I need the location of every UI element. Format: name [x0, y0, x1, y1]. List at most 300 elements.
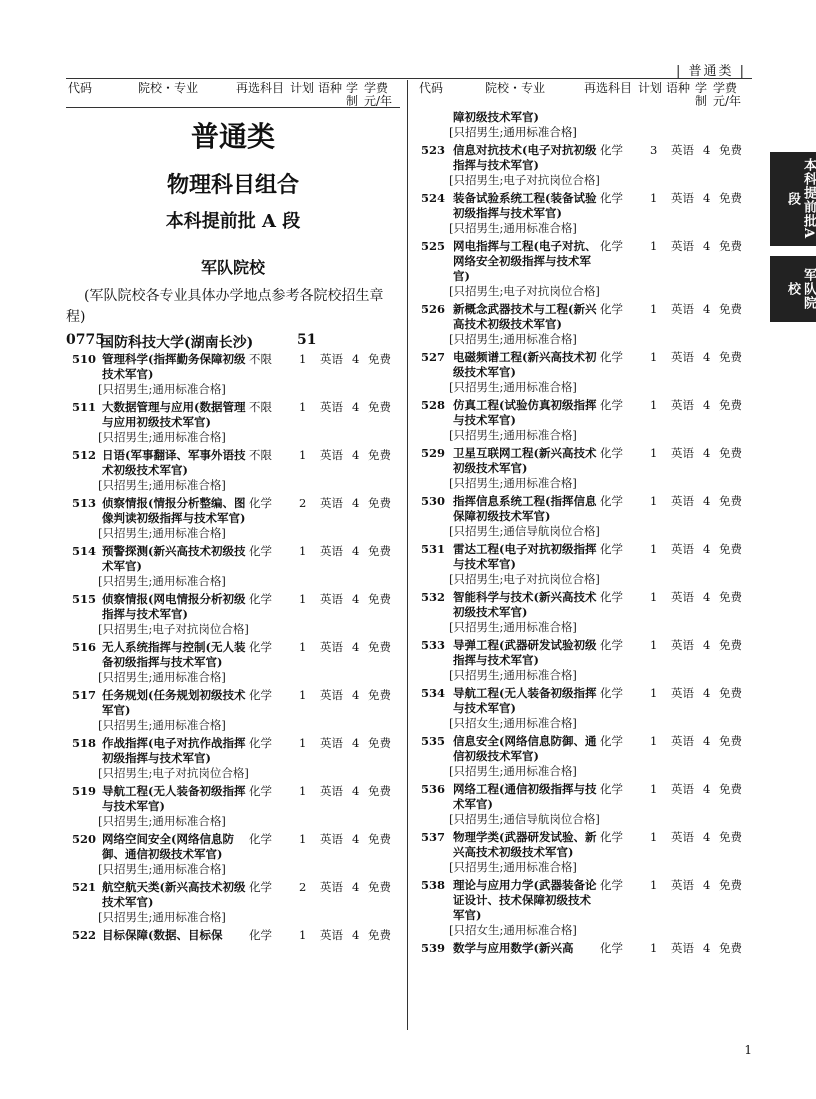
major-entry: [66, 832, 400, 877]
major-requirement: [只招男生;通信导航岗位合格]: [449, 524, 600, 538]
major-plan: 1: [650, 350, 658, 364]
major-plan: 1: [650, 941, 658, 955]
major-subject: 化学: [600, 686, 623, 700]
major-name: 导弹工程(武器研发试验初级指挥与技术军官): [453, 638, 597, 667]
major-entry: [417, 143, 752, 188]
major-entry: [417, 590, 752, 635]
major-code: 513: [72, 496, 97, 510]
continued-major-name: 障初级技术军官): [453, 110, 539, 124]
major-name: 管理科学(指挥勤务保障初级技术军官): [102, 352, 246, 381]
side-tab-batch: 本科提前批A段: [770, 152, 816, 246]
major-entry: [417, 446, 752, 491]
major-subject: 化学: [600, 143, 623, 157]
major-language: 英语: [671, 542, 694, 556]
major-name: 目标保障(数据、目标保: [102, 928, 223, 942]
major-entry: [417, 878, 752, 938]
major-code: 536: [421, 782, 446, 796]
major-fee: 免费: [719, 878, 742, 892]
major-requirement: [只招男生;通信导航岗位合格]: [449, 812, 600, 826]
major-subject: 化学: [249, 784, 272, 798]
major-plan: 2: [299, 496, 307, 510]
major-language: 英语: [671, 350, 694, 364]
major-language: 英语: [671, 239, 694, 253]
major-language: 英语: [320, 448, 343, 462]
major-plan: 1: [650, 494, 658, 508]
major-name: 任务规划(任务规划初级技术军官): [102, 688, 246, 717]
major-code: 535: [421, 734, 446, 748]
major-code: 531: [421, 542, 446, 556]
major-name: 信息安全(网络信息防御、通信初级技术军官): [453, 734, 597, 763]
major-fee: 免费: [368, 496, 391, 510]
major-plan: 1: [650, 638, 658, 652]
major-subject: 化学: [600, 350, 623, 364]
major-entry: [66, 496, 400, 541]
major-requirement: [只招男生;电子对抗岗位合格]: [98, 622, 249, 636]
major-subject: 化学: [600, 830, 623, 844]
major-fee: 免费: [368, 352, 391, 366]
major-plan: 1: [299, 928, 307, 942]
major-years: 4: [352, 928, 360, 942]
major-code: 520: [72, 832, 97, 846]
major-plan: 1: [650, 398, 658, 412]
major-language: 英语: [671, 734, 694, 748]
major-requirement: [只招男生;通用标准合格]: [449, 428, 577, 442]
major-language: 英语: [320, 784, 343, 798]
major-requirement: [只招男生;电子对抗岗位合格]: [449, 572, 600, 586]
major-language: 英语: [671, 782, 694, 796]
major-language: 英语: [320, 496, 343, 510]
major-years: 4: [703, 590, 711, 604]
major-entry: [66, 544, 400, 589]
major-requirement: [只招男生;通用标准合格]: [449, 332, 577, 346]
major-years: 4: [703, 191, 711, 205]
major-entry: [66, 400, 400, 445]
major-language: 英语: [671, 686, 694, 700]
major-name: 卫星互联网工程(新兴高技术初级技术军官): [453, 446, 597, 475]
school-row: [66, 332, 400, 352]
major-code: 525: [421, 239, 446, 253]
major-requirement: [只招男生;通用标准合格]: [98, 382, 226, 396]
major-language: 英语: [320, 736, 343, 750]
major-years: 4: [703, 638, 711, 652]
major-language: 英语: [671, 494, 694, 508]
major-requirement: [只招女生;通用标准合格]: [449, 923, 577, 937]
col-plan: 计划: [638, 81, 663, 95]
col-years: 学制: [346, 81, 359, 108]
major-code: 518: [72, 736, 97, 750]
major-name: 智能科学与技术(新兴高技术初级技术军官): [453, 590, 597, 619]
col-language: 语种: [666, 81, 691, 95]
major-fee: 免费: [368, 736, 391, 750]
major-years: 4: [703, 302, 711, 316]
major-fee: 免费: [368, 448, 391, 462]
major-language: 英语: [671, 446, 694, 460]
major-fee: 免费: [719, 446, 742, 460]
major-code: 514: [72, 544, 97, 558]
right-column: [417, 110, 752, 959]
major-name: 雷达工程(电子对抗初级指挥与技术军官): [453, 542, 597, 571]
major-plan: 1: [650, 782, 658, 796]
major-years: 4: [352, 400, 360, 414]
major-language: 英语: [320, 592, 343, 606]
major-entry: [417, 350, 752, 395]
major-requirement: [只招男生;通用标准合格]: [98, 670, 226, 684]
major-years: 4: [703, 239, 711, 253]
side-tab-military: 军队院校: [770, 256, 816, 322]
major-years: 4: [352, 880, 360, 894]
major-subject: 化学: [600, 734, 623, 748]
major-requirement: [只招男生;通用标准合格]: [98, 814, 226, 828]
major-years: 4: [703, 830, 711, 844]
major-entry: [66, 448, 400, 493]
major-subject: 化学: [249, 496, 272, 510]
major-subject: 化学: [600, 542, 623, 556]
major-years: 4: [703, 734, 711, 748]
major-requirement: [只招男生;通用标准合格]: [449, 620, 577, 634]
major-language: 英语: [671, 878, 694, 892]
major-fee: 免费: [719, 302, 742, 316]
major-fee: 免费: [368, 928, 391, 942]
major-code: 524: [421, 191, 446, 205]
major-requirement: [只招男生;通用标准合格]: [449, 221, 577, 235]
major-code: 528: [421, 398, 446, 412]
major-entry: [417, 542, 752, 587]
major-name: 预警探测(新兴高技术初级技术军官): [102, 544, 246, 573]
continued-requirement: [只招男生;通用标准合格]: [449, 125, 577, 139]
major-requirement: [只招女生;通用标准合格]: [449, 716, 577, 730]
major-language: 英语: [320, 928, 343, 942]
major-language: 英语: [671, 941, 694, 955]
major-fee: 免费: [719, 686, 742, 700]
major-code: 538: [421, 878, 446, 892]
major-fee: 免费: [368, 640, 391, 654]
major-years: 4: [352, 784, 360, 798]
major-fee: 免费: [719, 941, 742, 955]
major-name: 导航工程(无人装备初级指挥与技术军官): [102, 784, 246, 813]
col-code: 代码: [68, 81, 93, 95]
major-language: 英语: [320, 640, 343, 654]
major-years: 4: [703, 686, 711, 700]
major-name: 数学与应用数学(新兴高: [453, 941, 574, 955]
major-years: 4: [703, 494, 711, 508]
major-language: 英语: [320, 544, 343, 558]
major-subject: 化学: [249, 880, 272, 894]
col-school-major: 院校・专业: [138, 81, 199, 95]
major-plan: 1: [650, 542, 658, 556]
major-entry: [66, 736, 400, 781]
major-name: 物理学类(武器研发试验、新兴高技术初级技术军官): [453, 830, 597, 859]
col-subject: 再选科目: [236, 81, 285, 95]
major-fee: 免费: [719, 494, 742, 508]
major-name: 侦察情报(网电情报分析初级指挥与技术军官): [102, 592, 246, 621]
major-entry: [66, 784, 400, 829]
major-requirement: [只招男生;通用标准合格]: [98, 574, 226, 588]
major-years: 4: [703, 446, 711, 460]
major-language: 英语: [671, 302, 694, 316]
major-subject: 化学: [249, 544, 272, 558]
major-entry: [417, 830, 752, 875]
major-subject: 化学: [249, 736, 272, 750]
major-years: 4: [352, 544, 360, 558]
major-entry: [417, 494, 752, 539]
major-entry: [417, 941, 752, 956]
page-number: 1: [744, 1043, 752, 1057]
header-rule: [66, 78, 752, 79]
major-plan: 1: [650, 302, 658, 316]
col-plan: 计划: [290, 81, 315, 95]
major-requirement: [只招男生;通用标准合格]: [449, 860, 577, 874]
major-name: 网络工程(通信初级指挥与技术军官): [453, 782, 597, 811]
major-plan: 1: [299, 400, 307, 414]
major-plan: 1: [650, 830, 658, 844]
major-requirement: [只招男生;通用标准合格]: [449, 380, 577, 394]
major-plan: 1: [299, 352, 307, 366]
col-fee: 学费元/年: [364, 81, 393, 108]
major-name: 信息对抗技术(电子对抗初级指挥与技术军官): [453, 143, 597, 172]
major-code: 519: [72, 784, 97, 798]
major-code: 527: [421, 350, 446, 364]
major-fee: 免费: [719, 638, 742, 652]
major-plan: 1: [299, 688, 307, 702]
major-years: 4: [703, 350, 711, 364]
major-code: 510: [72, 352, 97, 366]
major-subject: 化学: [249, 592, 272, 606]
major-requirement: [只招男生;电子对抗岗位合格]: [98, 766, 249, 780]
major-plan: 1: [299, 448, 307, 462]
major-subject: 化学: [249, 640, 272, 654]
major-plan: 3: [650, 143, 658, 157]
major-requirement: [只招男生;通用标准合格]: [98, 718, 226, 732]
major-code: 539: [421, 941, 446, 955]
major-code: 523: [421, 143, 446, 157]
major-plan: 1: [650, 590, 658, 604]
major-years: 4: [703, 782, 711, 796]
major-fee: 免费: [368, 688, 391, 702]
col-years: 学制: [695, 81, 708, 108]
major-years: 4: [703, 398, 711, 412]
major-years: 4: [703, 878, 711, 892]
major-code: 533: [421, 638, 446, 652]
major-subject: 不限: [249, 448, 272, 462]
major-plan: 1: [299, 592, 307, 606]
running-header: | 普通类 |: [675, 64, 746, 79]
major-requirement: [只招男生;电子对抗岗位合格]: [449, 284, 600, 298]
major-name: 网电指挥与工程(电子对抗、网络安全初级指挥与技术军官): [453, 239, 597, 283]
major-subject: 化学: [249, 688, 272, 702]
major-years: 4: [703, 542, 711, 556]
major-plan: 1: [299, 544, 307, 558]
major-fee: 免费: [719, 143, 742, 157]
major-name: 日语(军事翻译、军事外语技术初级技术军官): [102, 448, 246, 477]
major-code: 515: [72, 592, 97, 606]
major-fee: 免费: [368, 880, 391, 894]
major-code: 516: [72, 640, 97, 654]
major-subject: 化学: [600, 590, 623, 604]
major-plan: 1: [650, 191, 658, 205]
major-subject: 不限: [249, 352, 272, 366]
major-fee: 免费: [368, 400, 391, 414]
major-fee: 免费: [719, 542, 742, 556]
major-subject: 化学: [600, 638, 623, 652]
col-subject: 再选科目: [584, 81, 633, 95]
col-school-major: 院校・专业: [485, 81, 546, 95]
subject-group-title: 物理科目组合: [166, 172, 299, 198]
major-name: 无人系统指挥与控制(无人装备初级指挥与技术军官): [102, 640, 246, 669]
major-plan: 1: [299, 640, 307, 654]
major-fee: 免费: [719, 398, 742, 412]
category-title: 普通类: [190, 120, 275, 153]
left-entry-list: [66, 352, 400, 943]
major-plan: 1: [299, 832, 307, 846]
major-entry: [417, 191, 752, 236]
major-years: 4: [352, 592, 360, 606]
school-code: 0775: [66, 332, 105, 348]
major-years: 4: [352, 832, 360, 846]
major-subject: 化学: [249, 832, 272, 846]
major-name: 装备试验系统工程(装备试验初级指挥与技术军官): [453, 191, 597, 220]
major-code: 529: [421, 446, 446, 460]
major-name: 网络空间安全(网络信息防御、通信初级技术军官): [102, 832, 234, 861]
major-requirement: [只招男生;通用标准合格]: [449, 476, 577, 490]
major-fee: 免费: [719, 590, 742, 604]
major-entry: [66, 688, 400, 733]
major-code: 522: [72, 928, 97, 942]
major-name: 新概念武器技术与工程(新兴高技术初级技术军官): [453, 302, 597, 331]
major-code: 537: [421, 830, 446, 844]
major-requirement: [只招男生;通用标准合格]: [449, 668, 577, 682]
column-divider: [407, 80, 408, 1030]
major-subject: 化学: [600, 239, 623, 253]
major-subject: 化学: [600, 191, 623, 205]
major-code: 534: [421, 686, 446, 700]
major-subject: 化学: [600, 782, 623, 796]
major-requirement: [只招男生;通用标准合格]: [449, 764, 577, 778]
major-subject: 不限: [249, 400, 272, 414]
major-subject: 化学: [249, 928, 272, 942]
major-name: 导航工程(无人装备初级指挥与技术军官): [453, 686, 597, 715]
major-plan: 1: [650, 446, 658, 460]
major-fee: 免费: [719, 734, 742, 748]
major-fee: 免费: [368, 544, 391, 558]
major-entry: [66, 928, 400, 943]
major-language: 英语: [671, 191, 694, 205]
major-fee: 免费: [719, 830, 742, 844]
major-years: 4: [352, 688, 360, 702]
major-plan: 1: [299, 784, 307, 798]
left-header-rule: [66, 107, 400, 108]
major-subject: 化学: [600, 446, 623, 460]
major-name: 指挥信息系统工程(指挥信息保障初级技术军官): [453, 494, 597, 523]
major-code: 530: [421, 494, 446, 508]
major-fee: 免费: [719, 239, 742, 253]
major-language: 英语: [671, 590, 694, 604]
major-fee: 免费: [368, 784, 391, 798]
major-language: 英语: [320, 832, 343, 846]
major-language: 英语: [671, 638, 694, 652]
major-requirement: [只招男生;通用标准合格]: [98, 862, 226, 876]
major-plan: 1: [650, 239, 658, 253]
major-plan: 1: [650, 734, 658, 748]
major-plan: 1: [650, 878, 658, 892]
major-years: 4: [352, 448, 360, 462]
major-code: 526: [421, 302, 446, 316]
major-name: 航空航天类(新兴高技术初级技术军官): [102, 880, 246, 909]
major-entry: [417, 686, 752, 731]
major-requirement: [只招男生;通用标准合格]: [98, 526, 226, 540]
col-language: 语种: [318, 81, 343, 95]
major-entry: [417, 398, 752, 443]
major-code: 511: [72, 400, 97, 414]
major-language: 英语: [320, 400, 343, 414]
major-entry: [417, 239, 752, 299]
col-code: 代码: [419, 81, 444, 95]
major-plan: 2: [299, 880, 307, 894]
major-language: 英语: [320, 352, 343, 366]
major-requirement: [只招男生;通用标准合格]: [98, 910, 226, 924]
major-entry: [417, 302, 752, 347]
major-language: 英语: [671, 398, 694, 412]
major-fee: 免费: [719, 782, 742, 796]
col-fee: 学费元/年: [713, 81, 742, 108]
major-entry: [66, 640, 400, 685]
section-title: 军队院校: [200, 258, 265, 277]
major-name: 大数据管理与应用(数据管理与应用初级技术军官): [102, 400, 246, 429]
major-entry: [66, 592, 400, 637]
major-language: 英语: [320, 688, 343, 702]
major-years: 4: [352, 496, 360, 510]
major-requirement: [只招男生;电子对抗岗位合格]: [449, 173, 600, 187]
major-years: 4: [703, 941, 711, 955]
major-code: 521: [72, 880, 97, 894]
major-language: 英语: [671, 830, 694, 844]
major-entry: [417, 638, 752, 683]
major-code: 517: [72, 688, 97, 702]
major-entry: [417, 734, 752, 779]
major-subject: 化学: [600, 494, 623, 508]
major-language: 英语: [671, 143, 694, 157]
major-name: 仿真工程(试验仿真初级指挥与技术军官): [453, 398, 597, 427]
major-fee: 免费: [719, 191, 742, 205]
major-plan: 1: [650, 686, 658, 700]
school-name: 国防科技大学(湖南长沙): [100, 335, 254, 351]
batch-title: 本科提前批 A 段: [165, 211, 301, 232]
left-column: [66, 110, 400, 946]
major-code: 512: [72, 448, 97, 462]
major-requirement: [只招男生;通用标准合格]: [98, 478, 226, 492]
major-fee: 免费: [719, 350, 742, 364]
major-language: 英语: [320, 880, 343, 894]
major-name: 侦察情报(情报分析整编、图像判读初级指挥与技术军官): [102, 496, 246, 525]
school-plan: 51: [297, 332, 317, 348]
major-years: 4: [352, 352, 360, 366]
major-entry: [66, 880, 400, 925]
major-name: 理论与应用力学(武器装备论证设计、技术保障初级技术军官): [453, 878, 597, 922]
major-years: 4: [703, 143, 711, 157]
major-name: 电磁频谱工程(新兴高技术初级技术军官): [453, 350, 597, 379]
major-subject: 化学: [600, 878, 623, 892]
major-entry: [417, 782, 752, 827]
major-entry: [66, 352, 400, 397]
major-requirement: [只招男生;通用标准合格]: [98, 430, 226, 444]
section-note: (军队院校各专业具体办学地点参考各院校招生章程): [66, 288, 384, 325]
right-entry-list: [417, 143, 752, 956]
major-subject: 化学: [600, 302, 623, 316]
major-code: 532: [421, 590, 446, 604]
major-subject: 化学: [600, 398, 623, 412]
major-years: 4: [352, 736, 360, 750]
major-plan: 1: [299, 736, 307, 750]
major-fee: 免费: [368, 832, 391, 846]
